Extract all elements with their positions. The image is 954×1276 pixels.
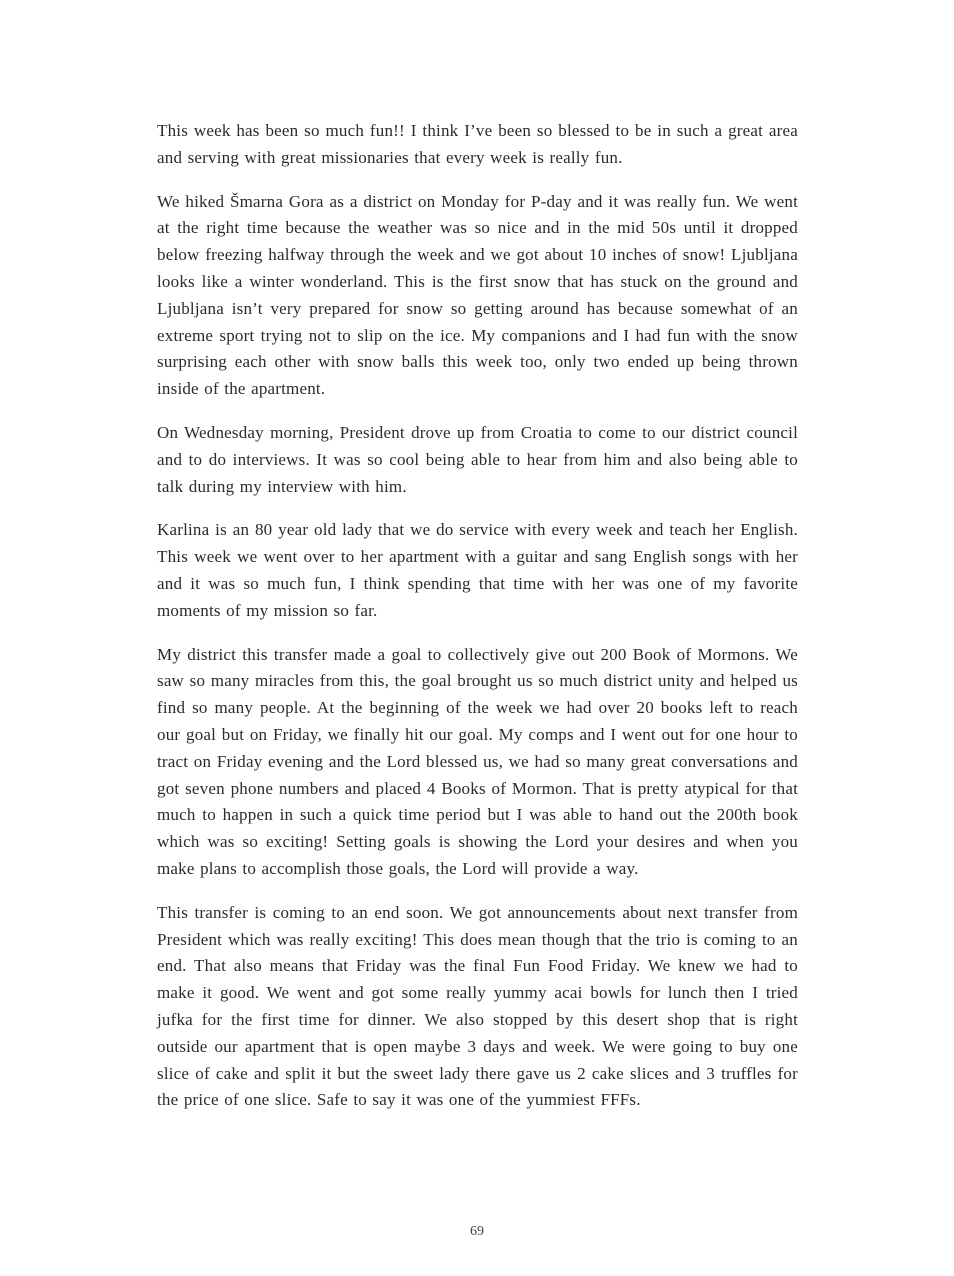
paragraph: This week has been so much fun!! I think I’ve been so blessed to be in such a great area and serving with great missionaries that every week is really fun.	[157, 121, 798, 167]
paragraph: We hiked Šmarna Gora as a district on Monday for P-day and it was really fun. We went at the right time because the weather was so nice and in the mid 50s until it dropped below freezing halfway through the week and we got about 10 inches of snow! Ljubljana looks like a winter wonderland. This is the first snow that has stuck on the ground and Ljubljana isn’t very prepared for snow so getting around has because somewhat of an extreme sport trying not to slip on the ice. My companions and I had fun with the snow surprising each other with snow balls this week too, only two ended up being thrown inside of the apartment.	[157, 191, 798, 399]
paragraph: Karlina is an 80 year old lady that we do service with every week and teach her English. This week we went over to her apartment with a guitar and sang English songs with her and it was so much fun, I think spending that time with her was one of my favorite moments of my mission so far.	[157, 520, 798, 620]
paragraph: On Wednesday morning, President drove up from Croatia to come to our district council and to do interviews. It was so cool being able to hear from him and also being able to talk during my interview with him.	[157, 422, 798, 496]
paragraph: My district this transfer made a goal to collectively give out 200 Book of Mormons. We saw so many miracles from this, the goal brought us so much district unity and helped us find so many people. At the beginning of the week we had over 20 books left to reach our goal but on Friday, we finally hit our goal. My comps and I went out for one hour to tract on Friday evening and the Lord blessed us, we had so many great conversations and got seven phone numbers and placed 4 Books of Mormon. That is pretty atypical for that much to happen in such a quick time period but I was able to hand out the 200th book which was so exciting! Setting goals is showing the Lord your desires and when you make plans to accomplish those goals, the Lord will provide a way.	[157, 644, 798, 878]
paragraph: This transfer is coming to an end soon. We got announcements about next transfer from President which was really exciting! This does mean though that the trio is coming to an end. That also means that Friday was the final Fun Food Friday. We knew we had to make it good. We went and got some really yummy acai bowls for lunch then I tried jufka for the first time for dinner. We also stopped by this desert shop that is right outside our apartment that is open maybe 3 days and week. We were going to buy one slice of cake and split it but the sweet lady there gave us 2 cake slices and 3 truffles for the price of one slice. Safe to say it was one of the yummiest FFFs.	[157, 902, 798, 1110]
page-number: 69	[470, 1224, 484, 1239]
page-content	[157, 118, 798, 1131]
